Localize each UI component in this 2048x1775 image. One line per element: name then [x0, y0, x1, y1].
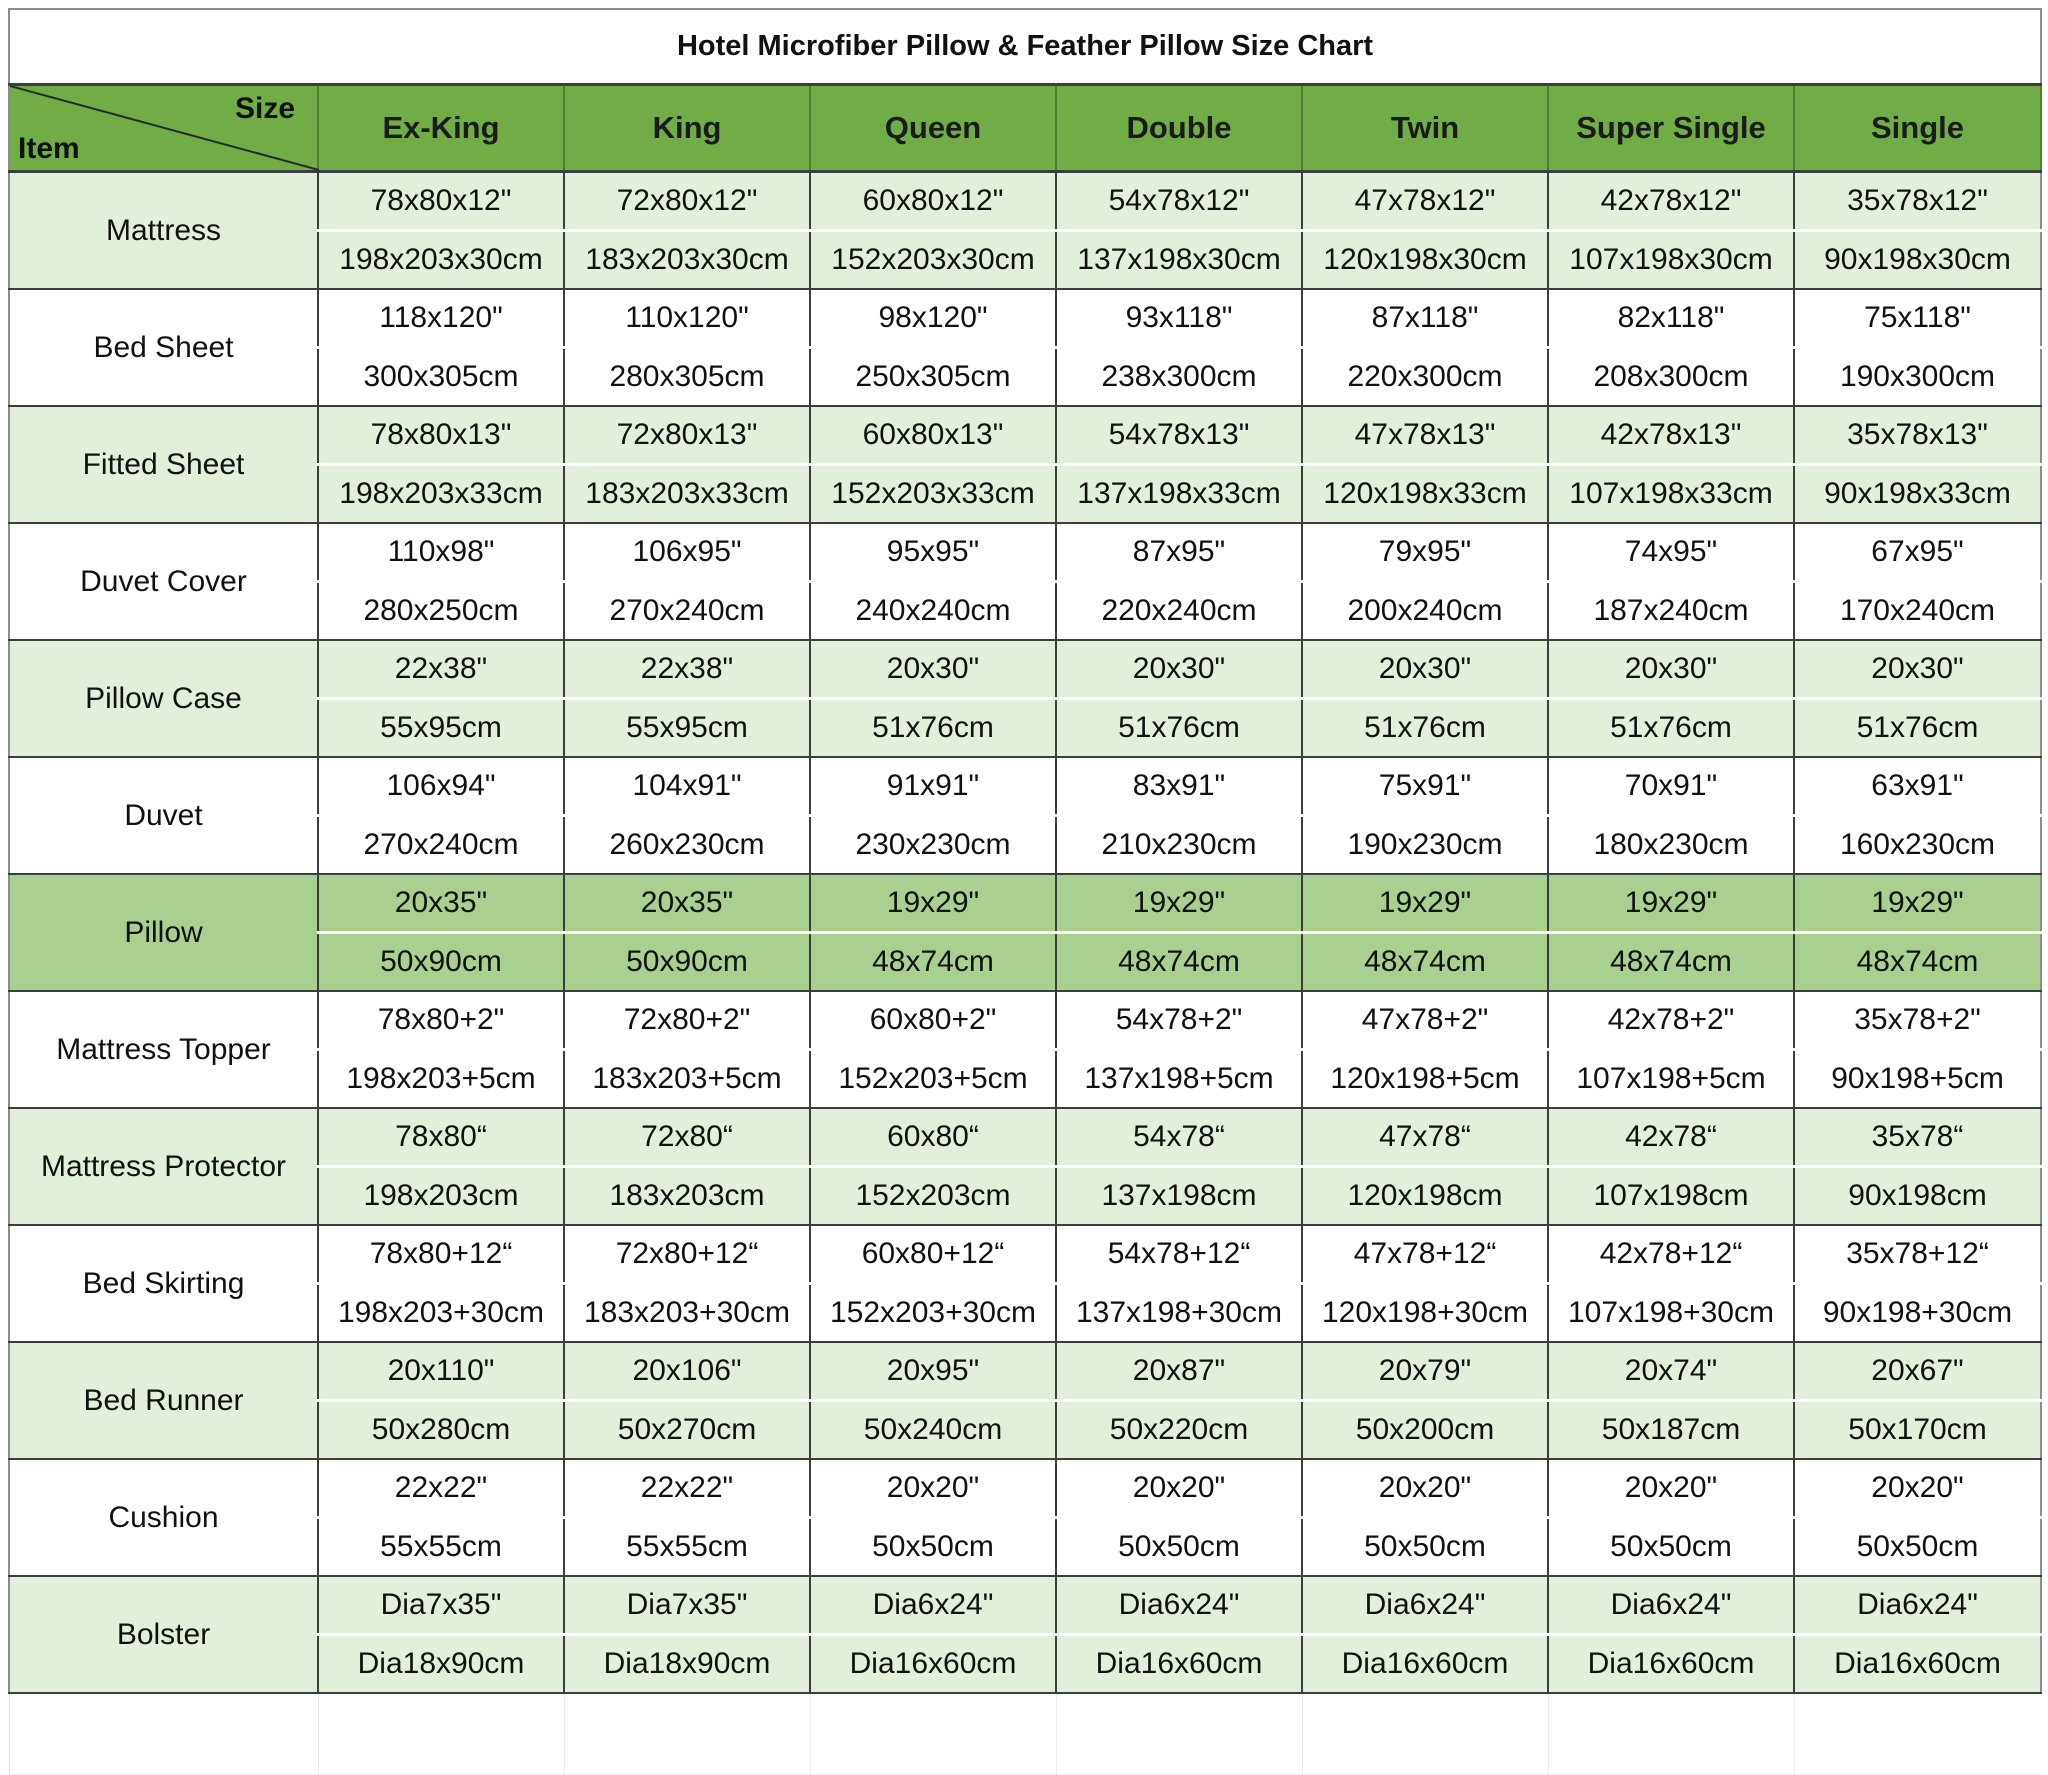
size-inch-cell: Dia6x24" — [1548, 1576, 1794, 1635]
table-row — [9, 640, 2041, 699]
size-inch-cell: 42x78+2" — [1548, 991, 1794, 1050]
size-inch-cell: Dia6x24" — [1794, 1576, 2041, 1635]
size-inch-cell: 75x118" — [1794, 289, 2041, 348]
size-inch-cell: 70x91" — [1548, 757, 1794, 816]
size-inch-cell: Dia7x35" — [564, 1576, 810, 1635]
size-inch-cell: 74x95" — [1548, 523, 1794, 582]
item-label: Mattress Topper — [9, 991, 318, 1108]
size-inch-cell: 35x78x13" — [1794, 406, 2041, 465]
size-inch-cell: 54x78+2" — [1056, 991, 1302, 1050]
size-cm-cell: 152x203x30cm — [810, 231, 1056, 290]
size-cm-cell: 55x55cm — [564, 1518, 810, 1577]
size-inch-cell: 75x91" — [1302, 757, 1548, 816]
table-row — [9, 172, 2041, 231]
size-cm-cell: 152x203+30cm — [810, 1284, 1056, 1343]
empty-cell — [1302, 1693, 1548, 1775]
empty-cell — [1794, 1693, 2041, 1775]
size-cm-cell: 220x300cm — [1302, 348, 1548, 407]
size-cm-cell: 107x198x30cm — [1548, 231, 1794, 290]
size-cm-cell: 51x76cm — [1302, 699, 1548, 758]
table-row — [9, 1342, 2041, 1401]
size-inch-cell: 78x80“ — [318, 1108, 564, 1167]
size-inch-cell: 72x80x13" — [564, 406, 810, 465]
size-inch-cell: 47x78+12“ — [1302, 1225, 1548, 1284]
size-inch-cell: 20x87" — [1056, 1342, 1302, 1401]
size-cm-cell: 280x305cm — [564, 348, 810, 407]
size-cm-cell: 152x203x33cm — [810, 465, 1056, 524]
size-cm-cell: 90x198cm — [1794, 1167, 2041, 1226]
size-cm-cell: 50x50cm — [1794, 1518, 2041, 1577]
item-label: Bed Skirting — [9, 1225, 318, 1342]
size-cm-cell: Dia18x90cm — [564, 1635, 810, 1694]
size-inch-cell: 35x78x12" — [1794, 172, 2041, 231]
size-inch-cell: 93x118" — [1056, 289, 1302, 348]
size-inch-cell: 110x120" — [564, 289, 810, 348]
size-inch-cell: 54x78“ — [1056, 1108, 1302, 1167]
corner-cell — [9, 85, 318, 172]
size-cm-cell: 187x240cm — [1548, 582, 1794, 641]
size-inch-cell: 20x35" — [318, 874, 564, 933]
size-inch-cell: Dia7x35" — [318, 1576, 564, 1635]
size-inch-cell: 20x30" — [1548, 640, 1794, 699]
size-inch-cell: 54x78+12“ — [1056, 1225, 1302, 1284]
size-inch-cell: 42x78“ — [1548, 1108, 1794, 1167]
size-cm-cell: 50x200cm — [1302, 1401, 1548, 1460]
chart-title: Hotel Microfiber Pillow & Feather Pillow Size Chart — [9, 9, 2041, 85]
size-inch-cell: 20x30" — [1056, 640, 1302, 699]
size-inch-cell: 72x80x12" — [564, 172, 810, 231]
size-inch-cell: 72x80“ — [564, 1108, 810, 1167]
size-inch-cell: 20x110" — [318, 1342, 564, 1401]
size-inch-cell: 20x79" — [1302, 1342, 1548, 1401]
size-cm-cell: 190x230cm — [1302, 816, 1548, 875]
size-cm-cell: Dia16x60cm — [810, 1635, 1056, 1694]
size-cm-cell: 137x198x30cm — [1056, 231, 1302, 290]
size-cm-cell: 50x220cm — [1056, 1401, 1302, 1460]
size-cm-cell: 137x198+5cm — [1056, 1050, 1302, 1109]
size-cm-cell: Dia16x60cm — [1302, 1635, 1548, 1694]
size-cm-cell: 270x240cm — [564, 582, 810, 641]
size-cm-cell: 240x240cm — [810, 582, 1056, 641]
table-row — [9, 406, 2041, 465]
size-inch-cell: Dia6x24" — [810, 1576, 1056, 1635]
size-inch-cell: 19x29" — [1056, 874, 1302, 933]
size-inch-cell: 110x98" — [318, 523, 564, 582]
size-inch-cell: 19x29" — [1302, 874, 1548, 933]
column-header: Twin — [1302, 85, 1548, 172]
size-inch-cell: 91x91" — [810, 757, 1056, 816]
table-row — [9, 289, 2041, 348]
size-cm-cell: 107x198+30cm — [1548, 1284, 1794, 1343]
size-cm-cell: 198x203+30cm — [318, 1284, 564, 1343]
item-axis-label: Item — [18, 132, 80, 165]
size-cm-cell: 120x198+30cm — [1302, 1284, 1548, 1343]
size-cm-cell: 270x240cm — [318, 816, 564, 875]
size-inch-cell: 35x78+2" — [1794, 991, 2041, 1050]
size-cm-cell: 50x270cm — [564, 1401, 810, 1460]
size-cm-cell: 48x74cm — [1302, 933, 1548, 992]
size-cm-cell: 120x198x30cm — [1302, 231, 1548, 290]
size-cm-cell: 48x74cm — [1794, 933, 2041, 992]
column-header: Ex-King — [318, 85, 564, 172]
item-label: Bed Sheet — [9, 289, 318, 406]
size-cm-cell: 51x76cm — [1056, 699, 1302, 758]
size-inch-cell: 60x80x12" — [810, 172, 1056, 231]
size-cm-cell: 50x240cm — [810, 1401, 1056, 1460]
size-cm-cell: 260x230cm — [564, 816, 810, 875]
size-cm-cell: 50x187cm — [1548, 1401, 1794, 1460]
size-cm-cell: 90x198+30cm — [1794, 1284, 2041, 1343]
size-inch-cell: 98x120" — [810, 289, 1056, 348]
size-inch-cell: 20x35" — [564, 874, 810, 933]
item-label: Bolster — [9, 1576, 318, 1693]
size-cm-cell: Dia18x90cm — [318, 1635, 564, 1694]
size-cm-cell: 50x90cm — [564, 933, 810, 992]
size-cm-cell: 183x203x30cm — [564, 231, 810, 290]
item-label: Bed Runner — [9, 1342, 318, 1459]
size-inch-cell: 72x80+12“ — [564, 1225, 810, 1284]
size-cm-cell: 55x95cm — [318, 699, 564, 758]
size-inch-cell: 78x80x12" — [318, 172, 564, 231]
size-chart-table — [8, 8, 2042, 1775]
size-inch-cell: 60x80+12“ — [810, 1225, 1056, 1284]
item-label: Duvet Cover — [9, 523, 318, 640]
size-inch-cell: 54x78x13" — [1056, 406, 1302, 465]
size-inch-cell: Dia6x24" — [1056, 1576, 1302, 1635]
size-cm-cell: Dia16x60cm — [1794, 1635, 2041, 1694]
size-cm-cell: 120x198+5cm — [1302, 1050, 1548, 1109]
size-inch-cell: 20x20" — [810, 1459, 1056, 1518]
size-cm-cell: 250x305cm — [810, 348, 1056, 407]
size-cm-cell: 50x280cm — [318, 1401, 564, 1460]
size-inch-cell: 20x20" — [1548, 1459, 1794, 1518]
size-cm-cell: 90x198x33cm — [1794, 465, 2041, 524]
item-label: Duvet — [9, 757, 318, 874]
size-cm-cell: 48x74cm — [1056, 933, 1302, 992]
item-label: Pillow — [9, 874, 318, 991]
size-cm-cell: 137x198+30cm — [1056, 1284, 1302, 1343]
size-inch-cell: 20x30" — [810, 640, 1056, 699]
size-cm-cell: 120x198x33cm — [1302, 465, 1548, 524]
size-cm-cell: 200x240cm — [1302, 582, 1548, 641]
item-label: Mattress — [9, 172, 318, 290]
size-cm-cell: 55x55cm — [318, 1518, 564, 1577]
size-inch-cell: 79x95" — [1302, 523, 1548, 582]
size-cm-cell: 50x50cm — [1548, 1518, 1794, 1577]
size-cm-cell: 51x76cm — [1548, 699, 1794, 758]
item-label: Cushion — [9, 1459, 318, 1576]
chart-body — [9, 172, 2041, 1775]
size-inch-cell: 19x29" — [1794, 874, 2041, 933]
size-inch-cell: 87x118" — [1302, 289, 1548, 348]
item-label: Fitted Sheet — [9, 406, 318, 523]
size-cm-cell: Dia16x60cm — [1056, 1635, 1302, 1694]
size-inch-cell: 47x78x13" — [1302, 406, 1548, 465]
size-inch-cell: 20x20" — [1302, 1459, 1548, 1518]
size-inch-cell: 60x80+2" — [810, 991, 1056, 1050]
size-inch-cell: 78x80+12“ — [318, 1225, 564, 1284]
column-header: King — [564, 85, 810, 172]
size-cm-cell: 230x230cm — [810, 816, 1056, 875]
size-inch-cell: 78x80x13" — [318, 406, 564, 465]
size-cm-cell: 180x230cm — [1548, 816, 1794, 875]
size-cm-cell: 120x198cm — [1302, 1167, 1548, 1226]
table-row — [9, 1108, 2041, 1167]
column-header: Queen — [810, 85, 1056, 172]
size-cm-cell: Dia16x60cm — [1548, 1635, 1794, 1694]
empty-cell — [564, 1693, 810, 1775]
size-cm-cell: 107x198+5cm — [1548, 1050, 1794, 1109]
table-row — [9, 991, 2041, 1050]
size-inch-cell: 42x78x12" — [1548, 172, 1794, 231]
empty-cell — [1548, 1693, 1794, 1775]
size-inch-cell: 87x95" — [1056, 523, 1302, 582]
size-axis-label: Size — [234, 92, 295, 125]
size-cm-cell: 280x250cm — [318, 582, 564, 641]
size-cm-cell: 183x203x33cm — [564, 465, 810, 524]
size-inch-cell: 47x78x12" — [1302, 172, 1548, 231]
size-cm-cell: 137x198x33cm — [1056, 465, 1302, 524]
size-inch-cell: 104x91" — [564, 757, 810, 816]
size-inch-cell: 19x29" — [1548, 874, 1794, 933]
size-cm-cell: 51x76cm — [810, 699, 1056, 758]
size-cm-cell: 48x74cm — [1548, 933, 1794, 992]
empty-cell — [810, 1693, 1056, 1775]
size-inch-cell: 60x80“ — [810, 1108, 1056, 1167]
size-inch-cell: 82x118" — [1548, 289, 1794, 348]
size-cm-cell: 152x203cm — [810, 1167, 1056, 1226]
size-inch-cell: 42x78+12“ — [1548, 1225, 1794, 1284]
size-inch-cell: 42x78x13" — [1548, 406, 1794, 465]
size-cm-cell: 198x203x30cm — [318, 231, 564, 290]
size-cm-cell: 152x203+5cm — [810, 1050, 1056, 1109]
size-cm-cell: 210x230cm — [1056, 816, 1302, 875]
size-inch-cell: 78x80+2" — [318, 991, 564, 1050]
table-row — [9, 874, 2041, 933]
empty-cell — [318, 1693, 564, 1775]
item-label: Pillow Case — [9, 640, 318, 757]
empty-cell — [1056, 1693, 1302, 1775]
size-cm-cell: 50x50cm — [1056, 1518, 1302, 1577]
size-inch-cell: 20x30" — [1302, 640, 1548, 699]
size-cm-cell: 300x305cm — [318, 348, 564, 407]
item-label: Mattress Protector — [9, 1108, 318, 1225]
size-cm-cell: 160x230cm — [1794, 816, 2041, 875]
size-cm-cell: 198x203+5cm — [318, 1050, 564, 1109]
size-inch-cell: 20x20" — [1794, 1459, 2041, 1518]
size-inch-cell: 60x80x13" — [810, 406, 1056, 465]
size-inch-cell: 20x95" — [810, 1342, 1056, 1401]
size-inch-cell: 19x29" — [810, 874, 1056, 933]
size-cm-cell: 208x300cm — [1548, 348, 1794, 407]
size-cm-cell: 90x198x30cm — [1794, 231, 2041, 290]
size-inch-cell: 83x91" — [1056, 757, 1302, 816]
size-inch-cell: 22x38" — [318, 640, 564, 699]
size-inch-cell: 106x94" — [318, 757, 564, 816]
size-inch-cell: 54x78x12" — [1056, 172, 1302, 231]
table-row — [9, 1225, 2041, 1284]
table-row — [9, 757, 2041, 816]
size-inch-cell: 20x106" — [564, 1342, 810, 1401]
size-cm-cell: 50x90cm — [318, 933, 564, 992]
size-inch-cell: 35x78+12“ — [1794, 1225, 2041, 1284]
size-inch-cell: 47x78“ — [1302, 1108, 1548, 1167]
size-inch-cell: 20x67" — [1794, 1342, 2041, 1401]
size-inch-cell: 22x38" — [564, 640, 810, 699]
size-inch-cell: 72x80+2" — [564, 991, 810, 1050]
table-row — [9, 523, 2041, 582]
size-cm-cell: 198x203x33cm — [318, 465, 564, 524]
table-row — [9, 1576, 2041, 1635]
header-row — [9, 85, 2041, 172]
size-cm-cell: 183x203cm — [564, 1167, 810, 1226]
size-cm-cell: 190x300cm — [1794, 348, 2041, 407]
size-cm-cell: 51x76cm — [1794, 699, 2041, 758]
column-header: Super Single — [1548, 85, 1794, 172]
size-cm-cell: 170x240cm — [1794, 582, 2041, 641]
size-cm-cell: 50x50cm — [1302, 1518, 1548, 1577]
size-inch-cell: 22x22" — [318, 1459, 564, 1518]
size-inch-cell: 118x120" — [318, 289, 564, 348]
size-inch-cell: 22x22" — [564, 1459, 810, 1518]
size-inch-cell: 20x74" — [1548, 1342, 1794, 1401]
column-header: Double — [1056, 85, 1302, 172]
empty-cell — [9, 1693, 318, 1775]
size-cm-cell: 220x240cm — [1056, 582, 1302, 641]
size-inch-cell: Dia6x24" — [1302, 1576, 1548, 1635]
size-inch-cell: 47x78+2" — [1302, 991, 1548, 1050]
size-cm-cell: 198x203cm — [318, 1167, 564, 1226]
size-cm-cell: 183x203+5cm — [564, 1050, 810, 1109]
size-cm-cell: 137x198cm — [1056, 1167, 1302, 1226]
size-cm-cell: 107x198cm — [1548, 1167, 1794, 1226]
size-inch-cell: 67x95" — [1794, 523, 2041, 582]
size-cm-cell: 183x203+30cm — [564, 1284, 810, 1343]
size-cm-cell: 55x95cm — [564, 699, 810, 758]
size-cm-cell: 90x198+5cm — [1794, 1050, 2041, 1109]
size-inch-cell: 63x91" — [1794, 757, 2041, 816]
size-inch-cell: 20x30" — [1794, 640, 2041, 699]
size-inch-cell: 106x95" — [564, 523, 810, 582]
size-cm-cell: 50x50cm — [810, 1518, 1056, 1577]
size-cm-cell: 48x74cm — [810, 933, 1056, 992]
size-cm-cell: 238x300cm — [1056, 348, 1302, 407]
table-row — [9, 1459, 2041, 1518]
empty-row — [9, 1693, 2041, 1775]
size-chart — [8, 8, 2040, 1775]
size-inch-cell: 20x20" — [1056, 1459, 1302, 1518]
size-cm-cell: 50x170cm — [1794, 1401, 2041, 1460]
size-cm-cell: 107x198x33cm — [1548, 465, 1794, 524]
size-inch-cell: 35x78“ — [1794, 1108, 2041, 1167]
size-inch-cell: 95x95" — [810, 523, 1056, 582]
column-header: Single — [1794, 85, 2041, 172]
